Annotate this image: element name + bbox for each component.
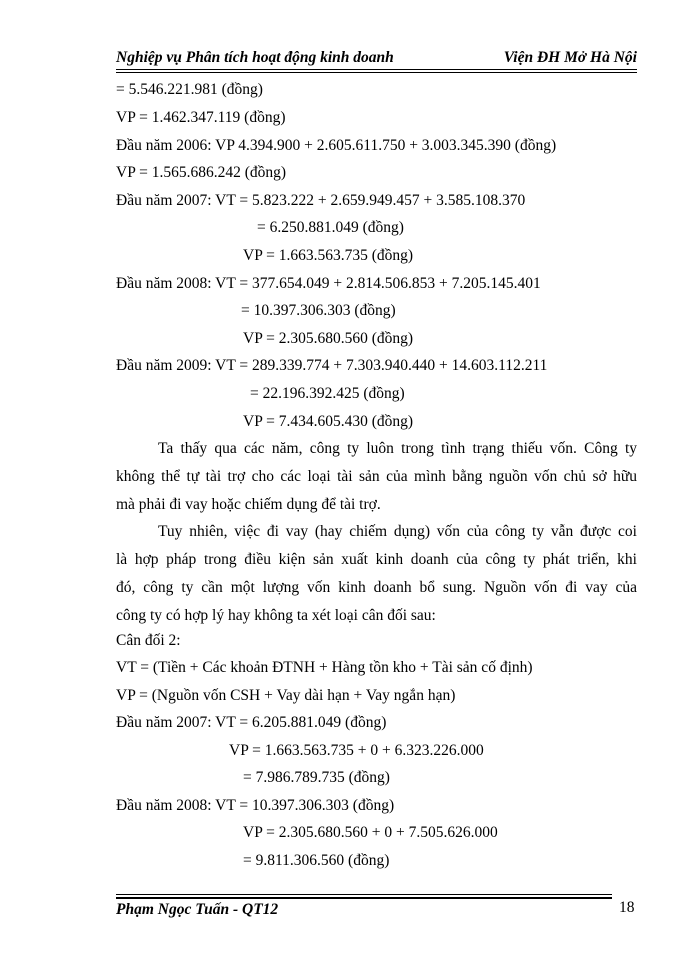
page-header [116,46,637,68]
paragraph-line: công ty có hợp lý hay không ta xét loại cân đối sau: [116,607,436,624]
calc-line: = 6.250.881.049 (đồng) [257,219,404,236]
footer-rule-thick [116,897,612,899]
header-institution: Viện ĐH Mở Hà Nội [503,49,637,66]
paragraph-line: Tuy nhiên, việc đi vay (hay chiếm dụng) vốn của công ty vẫn được coi [158,523,637,540]
paragraph-line: là hợp pháp trong điều kiện sản xuất kinh doanh của công ty phát triển, khi [116,551,637,568]
calc-line: VP = 1.565.686.242 (đồng) [116,164,287,181]
footer-author: Phạm Ngọc Tuấn - QT12 [116,901,279,918]
formula-line: VT = (Tiền + Các khoản ĐTNH + Hàng tồn kho + Tài sản cố định) [116,659,533,676]
calc-line: Đầu năm 2007: VT = 5.823.222 + 2.659.949.457 + 3.585.108.370 [116,192,526,209]
calc-line: Đầu năm 2008: VT = 10.397.306.303 (đồng) [116,797,395,814]
calc-line: = 5.546.221.981 (đồng) [116,81,263,98]
footer-rule [116,894,612,895]
header-course-title: Nghiệp vụ Phân tích hoạt động kinh doanh [116,49,394,66]
paragraph-line: mà phải đi vay hoặc chiếm dụng để tài trợ. [116,496,381,513]
calc-line: VP = 2.305.680.560 (đồng) [243,330,414,347]
paragraph-line: không thể tự tài trợ cho các loại tài sản của mình bằng nguồn vốn chủ sở hữu [116,468,637,485]
header-rule [116,69,637,70]
calc-line: VP = 2.305.680.560 + 0 + 7.505.626.000 [243,824,498,841]
calc-line: Đầu năm 2006: VP 4.394.900 + 2.605.611.750 + 3.003.345.390 (đồng) [116,137,557,154]
page-number: 18 [619,899,635,916]
calc-line: VP = 7.434.605.430 (đồng) [243,413,414,430]
calc-line: Đầu năm 2009: VT = 289.339.774 + 7.303.940.440 + 14.603.112.211 [116,357,548,374]
calc-line: VP = 1.462.347.119 (đồng) [116,109,286,126]
paragraph-line: Ta thấy qua các năm, công ty luôn trong tình trạng thiếu vốn. Công ty [158,440,637,457]
calc-line: = 10.397.306.303 (đồng) [241,302,396,319]
calc-line: = 9.811.306.560 (đồng) [243,852,390,869]
paragraph [116,518,637,630]
calc-line: VP = 1.663.563.735 (đồng) [243,247,414,264]
calc-line: = 22.196.392.425 (đồng) [250,385,405,402]
calc-line: Đầu năm 2008: VT = 377.654.049 + 2.814.506.853 + 7.205.145.401 [116,275,541,292]
paragraph [116,435,637,519]
section-label: Cân đối 2: [116,632,181,649]
formula-line: VP = (Nguồn vốn CSH + Vay dài hạn + Vay ngắn hạn) [116,687,456,704]
paragraph-line: đó, công ty cần một lượng vốn kinh doanh bổ sung. Nguồn vốn đi vay của [116,579,637,596]
calc-line: = 7.986.789.735 (đồng) [243,769,390,786]
calc-line: VP = 1.663.563.735 + 0 + 6.323.226.000 [229,742,484,759]
calc-line: Đầu năm 2007: VT = 6.205.881.049 (đồng) [116,714,387,731]
header-rule-secondary [116,72,637,73]
